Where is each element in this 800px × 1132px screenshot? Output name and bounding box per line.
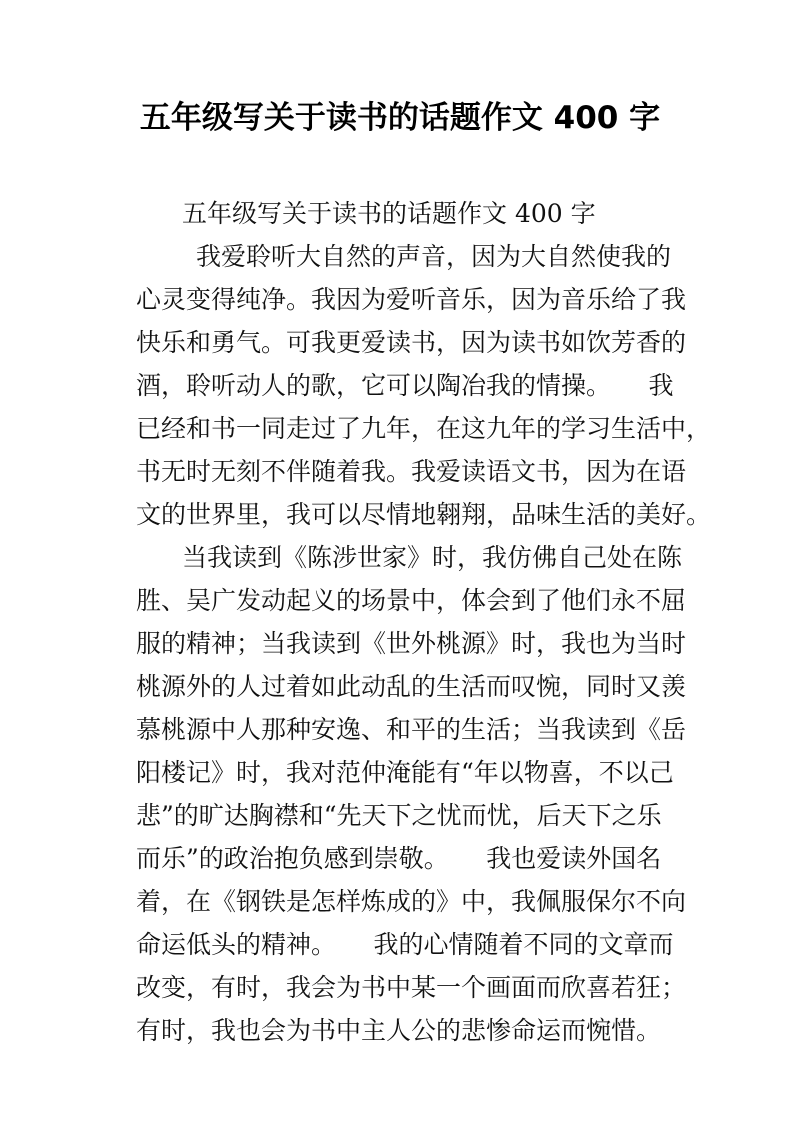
body-line: 悲”的旷达胸襟和“先天下之忧而忧，后天下之乐 bbox=[136, 801, 662, 830]
body-line: 心灵变得纯净。我因为爱听音乐，因为音乐给了我 bbox=[136, 285, 687, 314]
body-line: 书无时无刻不伴随着我。我爱读语文书，因为在语 bbox=[136, 457, 687, 486]
body-line: 阳楼记》时，我对范仲淹能有“年以物喜，不以己 bbox=[136, 758, 674, 787]
body-line: 桃源外的人过着如此动乱的生活而叹惋，同时又羡 bbox=[136, 672, 687, 701]
document-title: 五年级写关于读书的话题作文 400 字 bbox=[139, 100, 661, 136]
body-line: 已经和书一同走过了九年，在这九年的学习生活中， bbox=[136, 414, 712, 443]
body-line: 五年级写关于读书的话题作文 400 字 bbox=[182, 199, 596, 228]
body-line: 服的精神；当我读到《世外桃源》时，我也为当时 bbox=[136, 629, 687, 658]
body-line: 快乐和勇气。可我更爱读书，因为读书如饮芳香的 bbox=[136, 328, 687, 357]
body-line: 有时，我也会为书中主人公的悲惨命运而惋惜。 bbox=[136, 1016, 662, 1045]
body-line: 慕桃源中人那种安逸、和平的生活；当我读到《岳 bbox=[136, 715, 687, 744]
body-line: 当我读到《陈涉世家》时，我仿佛自己处在陈 bbox=[182, 543, 683, 572]
body-line: 着，在《钢铁是怎样炼成的》中，我佩服保尔不向 bbox=[136, 887, 687, 916]
body-line: 改变，有时，我会为书中某一个画面而欣喜若狂； bbox=[136, 973, 687, 1002]
body-line: 酒，聆听动人的歌，它可以陶冶我的情操。 我 bbox=[136, 371, 674, 400]
body-line: 命运低头的精神。 我的心情随着不同的文章而 bbox=[136, 930, 674, 959]
body-line: 胜、吴广发动起义的场景中，体会到了他们永不屈 bbox=[136, 586, 687, 615]
body-line: 而乐”的政治抱负感到崇敬。 我也爱读外国名 bbox=[136, 844, 662, 873]
body-line: 我爱聆听大自然的声音，因为大自然使我的 bbox=[196, 242, 672, 271]
body-line: 文的世界里，我可以尽情地翱翔，品味生活的美好。 bbox=[136, 500, 712, 529]
